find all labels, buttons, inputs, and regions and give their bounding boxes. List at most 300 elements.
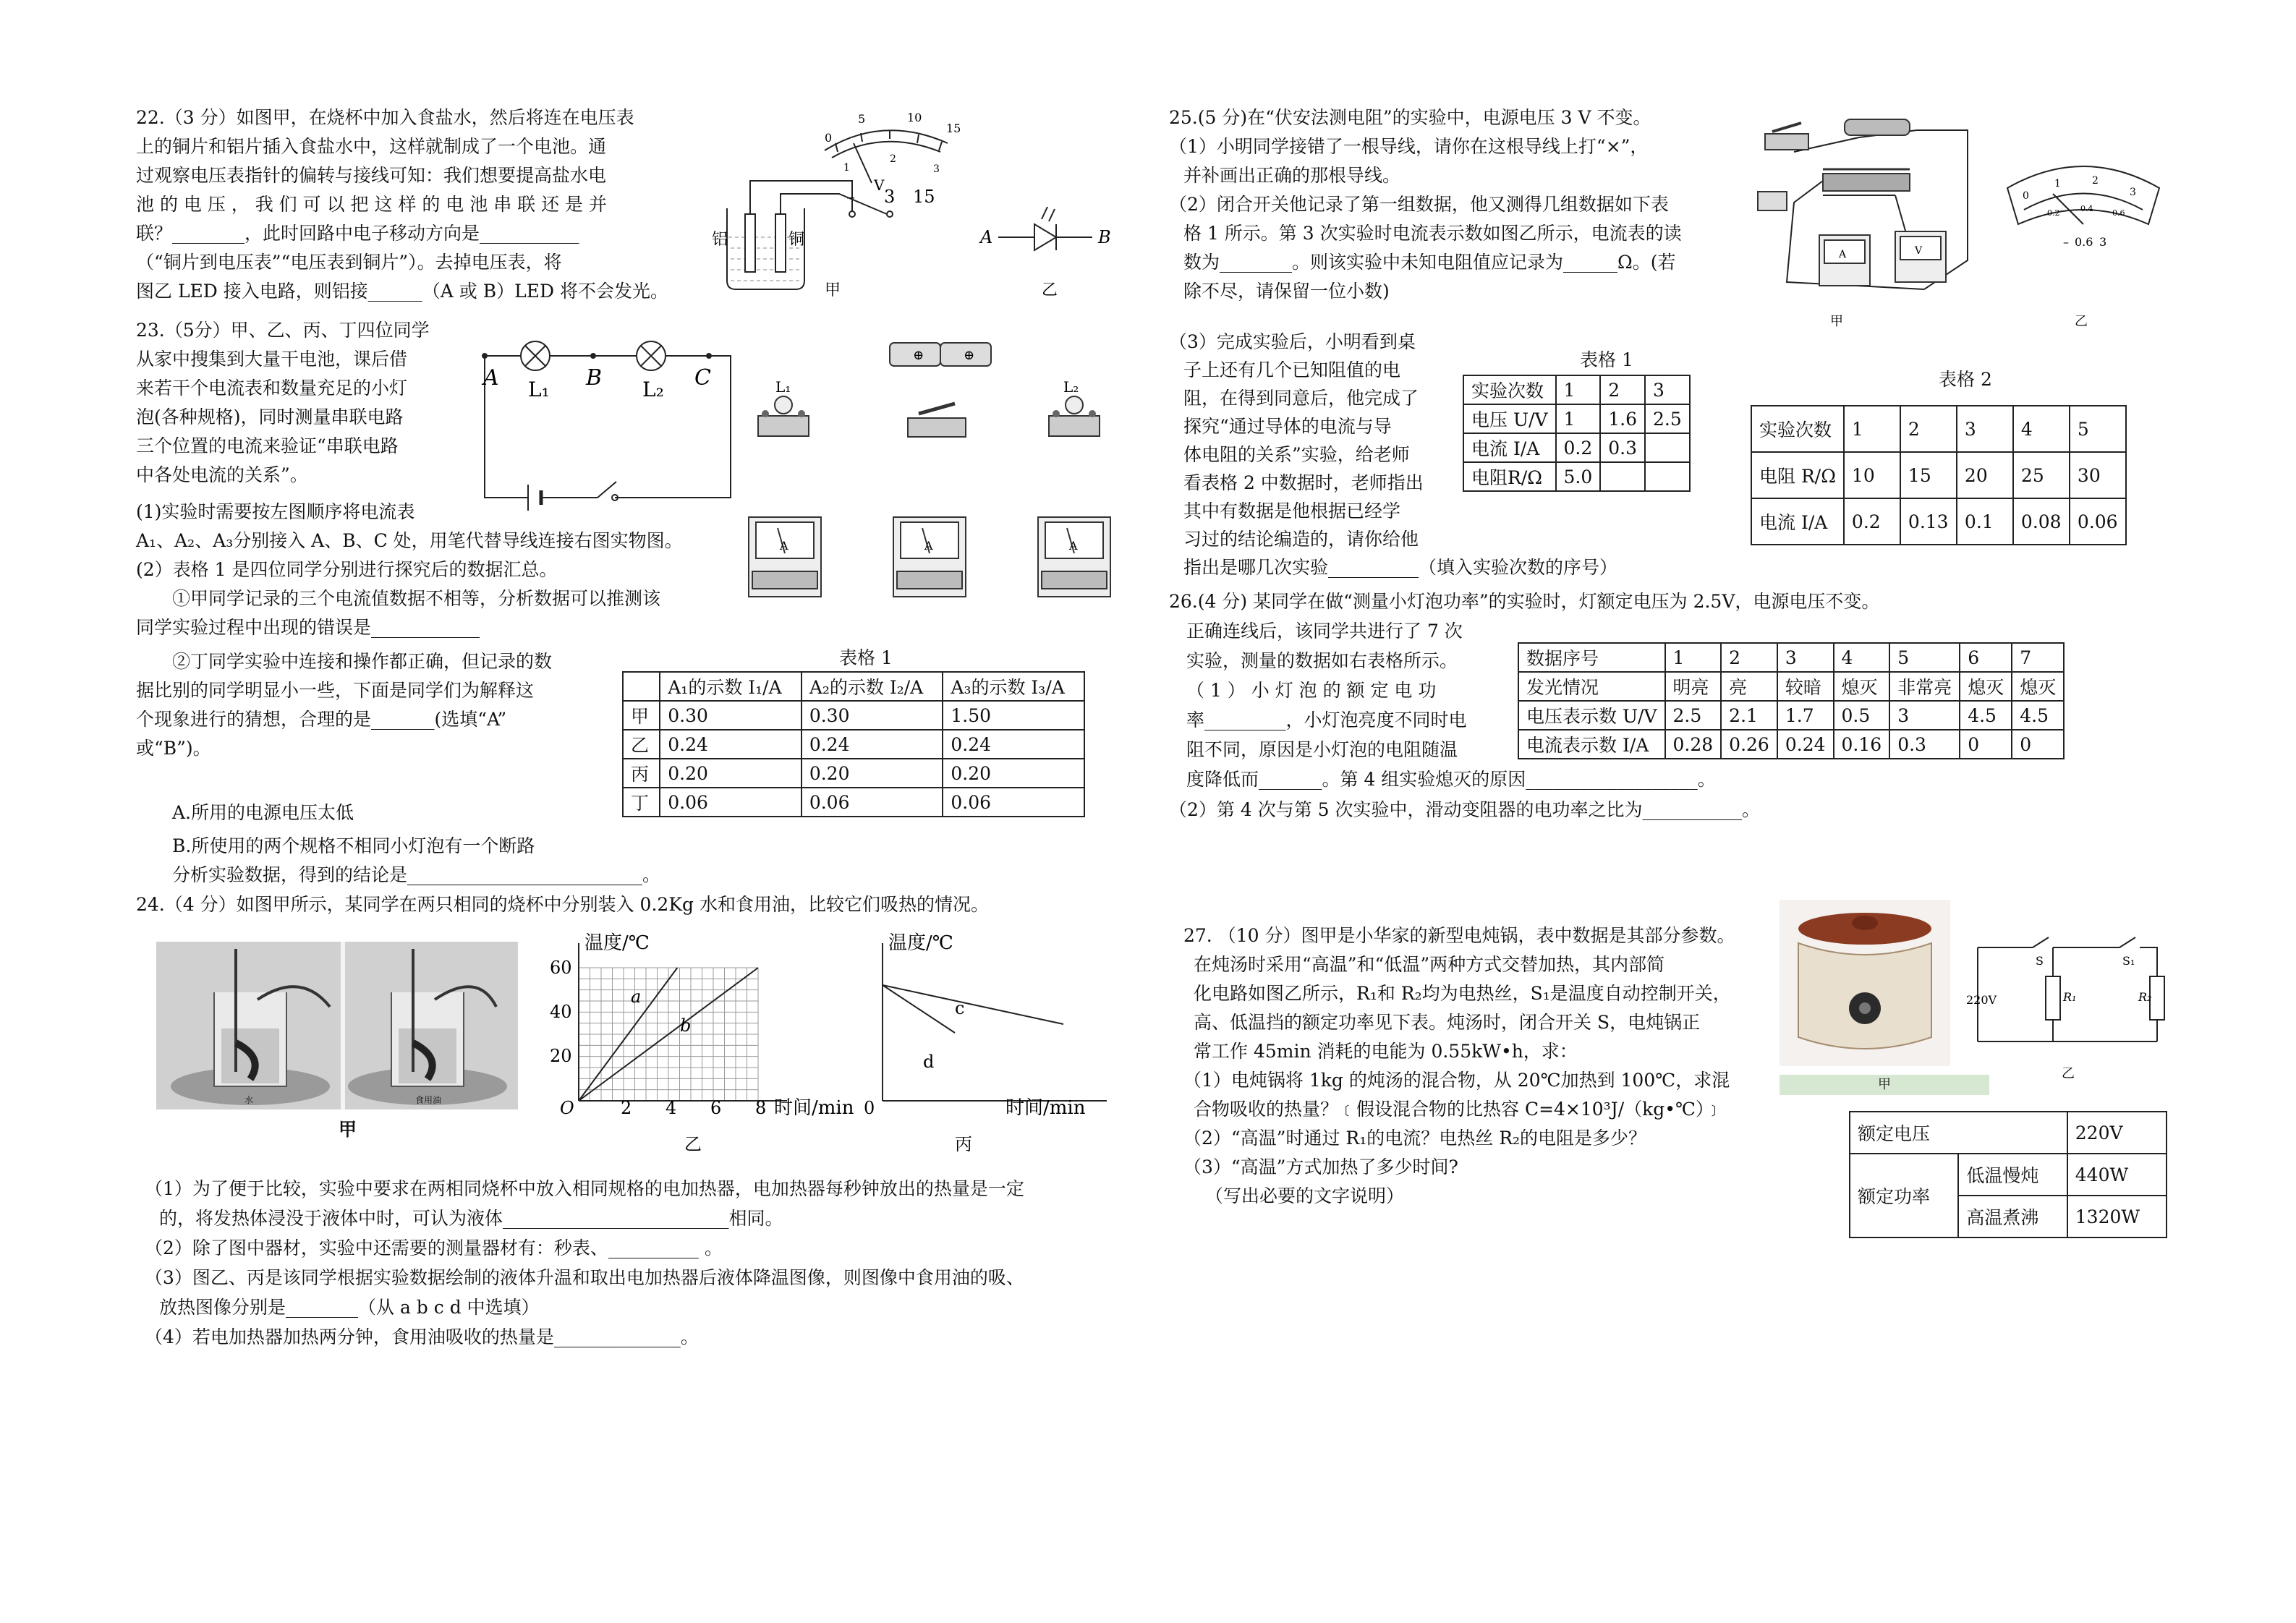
table-cell: 15	[1900, 452, 1957, 498]
chart-ylabel: 温度/℃	[888, 932, 953, 954]
q25-line: （2）闭合开关他记录了第一组数据，他又测得几组数据如下表	[1169, 194, 1669, 215]
q25-line: 体电阻的关系”实验，给老师	[1183, 444, 1410, 465]
series-label-d: d	[923, 1052, 935, 1072]
q24-line: 的，将发热体浸没于液体中时，可认为液体_________________________相同。	[159, 1208, 783, 1229]
q25-line: 阻，在得到同意后，他完成了	[1183, 388, 1419, 409]
chart-title: 丙	[955, 1134, 972, 1154]
q23-sub2	[136, 555, 660, 642]
table-cell: 0.26	[1721, 730, 1777, 759]
terminal-label: 15	[913, 187, 935, 207]
q25-line: 并补画出正确的那根导线。	[1183, 165, 1401, 186]
table-cell: 2	[1900, 406, 1957, 452]
table-cell: 7	[2012, 643, 2064, 672]
q25-line: 子上还有几个已知阻值的电	[1183, 359, 1401, 380]
table-row	[1463, 404, 1690, 433]
svg-text:R₂: R₂	[2138, 990, 2152, 1004]
q26-line-2: （2）第 4 次与第 5 次实验中，滑动变阻器的电功率之比为___________。	[1169, 799, 1761, 820]
circuit-label-b: B	[586, 365, 603, 391]
table-row	[1751, 498, 2126, 545]
q22-line: 上的铜片和铝片插入食盐水中，这样就制成了一个电池。通	[136, 136, 607, 157]
table-cell: 0.30	[660, 701, 802, 730]
ammeter-1-icon	[749, 517, 821, 597]
svg-text:220V: 220V	[1966, 993, 1997, 1007]
svg-text:⊕: ⊕	[964, 348, 975, 363]
q22-line: 联？________，此时回路中电子移动方向是___________	[136, 223, 579, 244]
q25-line: 看表格 2 中数据时，老师指出	[1183, 472, 1424, 493]
q23-line: 同学实验过程中出现的错误是____________	[136, 617, 480, 638]
q23-component-photos	[745, 333, 1136, 608]
meter-sub-tick: 0.4	[2080, 204, 2093, 213]
q27-text	[1183, 921, 1735, 1211]
figure-caption: 甲	[1878, 1077, 1891, 1092]
ammeter-letter: A	[1069, 539, 1078, 553]
table-cell: 电压表示数 U/V	[1518, 701, 1665, 730]
terminal-label: –	[846, 187, 855, 207]
knife-switch-icon	[908, 404, 966, 437]
rheostat-part-icon	[1823, 169, 1910, 191]
q25-line: 指出是哪几次实验__________（填入实验次数的序号）	[1183, 557, 1618, 578]
figure-caption: 甲	[1830, 314, 1843, 329]
q26-line: （ 1 ） 小 灯 泡 的 额 定 电 功	[1186, 680, 1437, 701]
q27-line: 化电路如图乙所示，R₁和 R₂均为电热丝，S₁是温度自动控制开关，	[1194, 983, 1731, 1004]
meter-sub-tick: 1	[843, 162, 850, 174]
table-cell: 0.2	[1844, 498, 1900, 545]
ammeter-letter: A	[924, 539, 933, 553]
table-cell: 0.28	[1665, 730, 1722, 759]
table-cell: 较暗	[1777, 672, 1834, 701]
q23-text	[136, 316, 430, 490]
table-cell: 1320W	[2067, 1196, 2167, 1238]
q27-cooker-photo	[1780, 900, 1950, 1066]
meter-sub-tick: 0.2	[2047, 208, 2060, 218]
table-cell: 0.3	[1889, 730, 1960, 759]
series-label-b: b	[680, 1015, 692, 1036]
copper-plate	[775, 214, 786, 272]
q25-table1	[1463, 375, 1691, 492]
meter-sub-tick: 2	[890, 153, 896, 165]
q24-line: 放热图像分别是________（从 a b c d 中选填）	[159, 1297, 540, 1318]
table-cell: 5	[2070, 406, 2126, 452]
meter-tick: 1	[2054, 178, 2061, 189]
table-row	[1463, 375, 1690, 404]
q27-line: 高、低温挡的额定功率见下表。炖汤时，闭合开关 S，电炖锅正	[1194, 1012, 1701, 1033]
table-row	[1850, 1154, 2167, 1196]
table-cell: 实验次数	[1751, 406, 1844, 452]
table-cell: 0.16	[1834, 730, 1890, 759]
terminal-label: 0.6	[2075, 235, 2093, 249]
table-cell: 1	[1665, 643, 1722, 672]
ammeter-2-icon	[893, 517, 966, 597]
table-cell: 0.2	[1556, 433, 1601, 462]
table-row	[1518, 643, 2064, 672]
meter-tick: 2	[2092, 175, 2099, 187]
part-label-l2: L₂	[1063, 378, 1079, 396]
q27-line: （2）“高温”时通过 R₁的电流？电热丝 R₂的电阻是多少？	[1183, 1128, 1647, 1149]
table-cell: 电阻 R/Ω	[1751, 452, 1844, 498]
q23-line: ②丁同学实验中连接和操作都正确，但记录的数	[172, 651, 553, 672]
table-cell: 电流表示数 I/A	[1518, 730, 1665, 759]
q23-line: 来若干个电流表和数量充足的小灯	[136, 378, 408, 399]
led-icon	[1034, 224, 1056, 250]
table-cell: 1.6	[1600, 404, 1645, 433]
table-row	[623, 730, 1084, 759]
q25-line: 其中有数据是他根据已经学	[1183, 500, 1401, 521]
switch-s-icon	[2033, 937, 2049, 947]
q24-line: （3）图乙、丙是该同学根据实验数据绘制的液体升温和取出电加热器后液体降温图像，则图像中食用油的吸、	[145, 1267, 1024, 1288]
table-cell: 2.5	[1645, 404, 1690, 433]
table-cell: 2.5	[1665, 701, 1722, 730]
table-cell: 2	[1721, 643, 1777, 672]
q22-figure	[712, 100, 1121, 302]
meter-letter: V	[874, 176, 885, 194]
q27-cooker-caption-bar	[1780, 1075, 1989, 1095]
table-row	[1518, 701, 2064, 730]
q23-circuit-diagram	[477, 333, 745, 506]
switch-s1-icon	[2119, 937, 2135, 947]
q23-sub3b	[136, 676, 534, 763]
q25-table2	[1751, 405, 2127, 545]
table-cell: 电流 I/A	[1751, 498, 1844, 545]
voltmeter-part-icon	[1895, 231, 1946, 282]
svg-text:V: V	[1915, 245, 1923, 257]
table-cell: 0.08	[2013, 498, 2070, 545]
q23-line: (1)实验时需要按左图顺序将电流表	[136, 501, 415, 522]
table-cell: 0.5	[1834, 701, 1890, 730]
figure-caption: 甲	[825, 281, 841, 299]
resistor-r1-icon	[2046, 976, 2060, 1020]
table-cell: 6	[1960, 643, 2012, 672]
table-cell: 0.06	[660, 788, 802, 817]
table-cell: 0.13	[1900, 498, 1957, 545]
q24-photo-caption: 甲	[339, 1119, 357, 1140]
ammeter-part-icon	[1819, 235, 1870, 286]
table-row	[1463, 433, 1690, 462]
chart-xlabel: 时间/min	[774, 1097, 854, 1119]
bulb-holder-l2-icon	[1049, 396, 1100, 436]
table-cell: 3	[1777, 643, 1834, 672]
q23-option-b: B.所使用的两个规格不相同小灯泡有一个断路	[172, 835, 535, 856]
chart-ylabel: 温度/℃	[584, 932, 650, 954]
q27-line: （3）“高温”方式加热了多少时间?	[1183, 1156, 1458, 1177]
table-cell: 0.20	[660, 759, 802, 788]
q25-figure	[1751, 116, 2185, 333]
q26-line: 实验，测量的数据如右表格所示。	[1186, 650, 1458, 671]
table-cell: 熄灭	[1834, 672, 1890, 701]
table-row	[1518, 730, 2064, 759]
table-cell: 甲	[623, 701, 660, 730]
table-cell: A₁的示数 I₁/A	[660, 672, 802, 701]
q25-line: （1）小明同学接错了一根导线，请你在这根导线上打“×”，	[1169, 136, 1649, 157]
table-cell: 熄灭	[2012, 672, 2064, 701]
copper-label: 铜	[788, 231, 805, 249]
svg-text:R₁: R₁	[2063, 990, 2077, 1004]
table-cell: 额定功率	[1850, 1154, 1958, 1238]
aluminum-label: 铝	[712, 231, 728, 249]
q24-line: （2）除了图中器材，实验中还需要的测量器材有：秒表、__________ 。	[145, 1238, 723, 1258]
series-label-a: a	[631, 987, 642, 1007]
q27-spec-table	[1849, 1111, 2167, 1238]
meter-tick: 15	[946, 122, 961, 135]
q22-line: 图乙 LED 接入电路，则铝接______（A 或 B）LED 将不会发光。	[136, 281, 668, 302]
q23-line: 据比别的同学明显小一些，下面是同学们为解释这	[136, 680, 535, 701]
chart-title: 乙	[684, 1134, 702, 1154]
q24-chart-yi	[550, 933, 854, 1157]
q23-line: 三个位置的电流来验证“串联电路	[136, 435, 399, 456]
resistor-r2-icon	[2150, 976, 2164, 1020]
battery-part-icon	[1758, 192, 1787, 210]
table-cell: 低温慢炖	[1958, 1154, 2067, 1196]
table-cell: A₂的示数 I₂/A	[802, 672, 943, 701]
meter-tick: 0	[2023, 190, 2029, 202]
table-cell: 电阻R/Ω	[1463, 462, 1556, 491]
table-cell: A₃的示数 I₃/A	[943, 672, 1084, 701]
svg-text:S: S	[2036, 954, 2044, 968]
bulb-holder-l1-icon	[758, 396, 809, 436]
q26-table	[1518, 642, 2065, 759]
q23-line: 从家中搜集到大量干电池，课后借	[136, 349, 408, 370]
q27-line: 27. （10 分）图甲是小华家的新型电炖锅，表中数据是其部分参数。	[1183, 925, 1735, 946]
q25-line: 25.(5 分)在“伏安法测电阻”的实验中，电源电压 3 V 不变。	[1169, 107, 1651, 128]
q23-sub1	[136, 498, 683, 555]
table-cell: 4	[2013, 406, 2070, 452]
led-terminal-b: B	[1098, 227, 1111, 247]
table-cell: 3	[1957, 406, 2013, 452]
battery-pack-icon	[890, 343, 991, 366]
table-cell: 1	[1844, 406, 1900, 452]
slow-cooker-icon	[1780, 900, 1950, 1066]
table-cell: 0.24	[802, 730, 943, 759]
table-cell: 4	[1834, 643, 1890, 672]
q24-line: （1）为了便于比较，实验中要求在两相同烧杯中放入相同规格的电加热器，电加热器每秒钟放出的热量是一定	[145, 1178, 1024, 1199]
table-cell: 30	[2070, 452, 2126, 498]
table-cell: 0.06	[802, 788, 943, 817]
table-cell: 熄灭	[1960, 672, 2012, 701]
table-cell: 明亮	[1665, 672, 1722, 701]
bulb-l2-icon	[637, 341, 666, 370]
q24-questions	[145, 1174, 1024, 1352]
table-cell: 电流 I/A	[1463, 433, 1556, 462]
table-cell: 10	[1844, 452, 1900, 498]
bulb-l1-icon	[521, 341, 550, 370]
table-cell	[623, 672, 660, 701]
ammeter-dial-icon	[2007, 166, 2159, 224]
table-cell: 数据序号	[1518, 643, 1665, 672]
beaker-icon	[727, 208, 804, 289]
terminal-label: 3	[2099, 235, 2107, 249]
q23-line: 或“B”)。	[136, 738, 211, 759]
table-row	[623, 788, 1084, 817]
q25-line: 除不尽，请保留一位小数)	[1183, 281, 1390, 302]
q23-line: 中各处电流的关系”。	[136, 464, 308, 485]
table-cell: 电压 U/V	[1463, 404, 1556, 433]
resistor-part-icon	[1845, 119, 1910, 135]
meter-tick: 0	[825, 131, 833, 145]
ammeter-3-icon	[1038, 517, 1110, 597]
aluminum-plate	[745, 214, 755, 272]
q25-text-a	[1169, 103, 1682, 306]
q26-line: 阻不同，原因是小灯泡的电阻随温	[1186, 739, 1458, 760]
terminal-label: –	[2063, 235, 2069, 249]
table-cell: 4.5	[1960, 701, 2012, 730]
q23-line: 个现象进行的猜想，合理的是_______(选填“A”	[136, 709, 507, 730]
table-cell: 0.06	[2070, 498, 2126, 545]
chart-origin: 0	[864, 1098, 875, 1118]
q26-line: 正确连线后，该同学共进行了 7 次	[1186, 621, 1463, 642]
q27-line: 合物吸收的热量？﹝假设混合物的比热容 C=4×10³J/（kg•℃）﹞	[1194, 1099, 1723, 1120]
table-cell: 4.5	[2012, 701, 2064, 730]
table-cell	[1645, 462, 1690, 491]
q24-chart-bing	[854, 933, 1128, 1157]
table-cell: 丙	[623, 759, 660, 788]
q23-option-a: A.所用的电源电压太低	[172, 802, 354, 823]
q27-line: （写出必要的文字说明）	[1205, 1185, 1405, 1206]
table-row	[1518, 672, 2064, 701]
table-cell: 高温煮沸	[1958, 1196, 2067, 1238]
table-cell: 3	[1645, 375, 1690, 404]
table-cell: 2.1	[1721, 701, 1777, 730]
meter-tick: 5	[858, 112, 866, 126]
meter-tick: 10	[907, 111, 922, 124]
table-cell: 0.30	[802, 701, 943, 730]
q22-line: 过观察电压表指针的偏转与接线可知：我们想要提高盐水电	[136, 165, 607, 186]
table-cell: 0.1	[1957, 498, 2013, 545]
q25-line: 探究“通过导体的电流与导	[1183, 416, 1392, 437]
table-cell: 0.24	[943, 730, 1084, 759]
q26-line: 度降低而_______。第 4 组实验熄灭的原因___________________。	[1186, 769, 1716, 790]
voltmeter-needle	[854, 143, 872, 183]
table-row	[1463, 462, 1690, 491]
table-cell: 20	[1957, 452, 2013, 498]
q22-line: （“铜片到电压表”“电压表到铜片”）。去掉电压表，将	[136, 252, 562, 273]
table-cell: 乙	[623, 730, 660, 759]
table-cell: 1	[1556, 404, 1601, 433]
series-label-c: c	[955, 998, 965, 1018]
q26-line: 率_________，小灯泡亮度不同时电	[1186, 710, 1467, 730]
chart-tick-label: 2	[621, 1098, 632, 1118]
table-row	[623, 701, 1084, 730]
q24-line: （4）若电加热器加热两分钟，食用油吸收的热量是______________。	[145, 1326, 699, 1347]
q22-line: 22.（3 分）如图甲，在烧杯中加入食盐水，然后将连在电压表	[136, 107, 634, 128]
terminal-label: 3	[884, 187, 896, 207]
table-cell: 2	[1600, 375, 1645, 404]
q23-line: A₁、A₂、A₃分别接入 A、B、C 处，用笔代替导线连接右图实物图。	[136, 530, 683, 551]
ammeter-letter: A	[780, 539, 788, 553]
figure-caption: 乙	[2075, 314, 2088, 329]
table-row	[623, 672, 1084, 701]
table-cell: 非常亮	[1889, 672, 1960, 701]
meter-tick: 3	[2130, 187, 2136, 198]
svg-text:A: A	[1839, 249, 1847, 260]
q23-line: ①甲同学记录的三个电流值数据不相等，分析数据可以推测该	[172, 588, 661, 609]
meter-sub-tick: 3	[933, 163, 940, 175]
svg-text:⊕: ⊕	[913, 348, 924, 363]
q23-line: 23.（5分）甲、乙、丙、丁四位同学	[136, 320, 430, 341]
q27-line: 在炖汤时采用“高温”和“低温”两种方式交替加热，其内部简	[1194, 954, 1665, 975]
q27-circuit-diagram	[1968, 933, 2170, 1085]
chart-tick-label: 60	[550, 958, 572, 978]
q26-head: 26.(4 分) 某同学在做“测量小灯泡功率”的实验时，灯额定电压为 2.5V，电源电压不变。	[1169, 591, 1880, 612]
q25-line: 数为________。则该实验中未知电阻值应记录为______Ω。(若	[1183, 252, 1676, 273]
svg-text:S₁: S₁	[2122, 954, 2135, 968]
q25-table2-title: 表格 2	[1939, 369, 1992, 390]
table-cell: 0.06	[943, 788, 1084, 817]
svg-text:乙: 乙	[2062, 1066, 2075, 1081]
table-cell: 440W	[2067, 1154, 2167, 1196]
figure-caption: 乙	[1042, 281, 1058, 299]
led-terminal-a: A	[980, 227, 993, 247]
table-cell: 丁	[623, 788, 660, 817]
chart-origin: O	[560, 1098, 574, 1118]
q22-text	[136, 103, 668, 306]
q23-sub3	[172, 647, 552, 676]
photo-label-oil: 食用油	[415, 1095, 442, 1105]
q25-line: 习过的结论编造的，请你给他	[1183, 529, 1419, 550]
circuit-label-l1: L₁	[528, 378, 550, 401]
beaker-photo-icon	[156, 942, 518, 1109]
circuit-label-c: C	[694, 365, 711, 391]
table-row	[1850, 1112, 2167, 1154]
table-cell: 亮	[1721, 672, 1777, 701]
chart-tick-label: 40	[550, 1002, 572, 1022]
circuit-label-a: A	[483, 365, 499, 391]
q23-line: 泡(各种规格)，同时测量串联电路	[136, 406, 404, 427]
q25-line: 格 1 所示。第 3 次实验时电流表示数如图乙所示，电流表的读	[1183, 223, 1682, 244]
table-row	[623, 759, 1084, 788]
q25-line: （3）完成实验后，小明看到桌	[1169, 331, 1416, 352]
q25-table1-title: 表格 1	[1580, 349, 1633, 370]
table-cell: 3	[1889, 701, 1960, 730]
q27-line: 常工作 45min 消耗的电能为 0.55kW•h，求：	[1194, 1041, 1578, 1062]
chart-tick-label: 4	[666, 1098, 677, 1118]
series-line-c	[883, 985, 1063, 1024]
q22-line: 池 的 电 压 ， 我 们 可 以 把 这 样 的 电 池 串 联 还 是 并	[136, 194, 607, 215]
q24-head: 24.（4 分）如图甲所示，某同学在两只相同的烧杯中分别装入 0.2Kg 水和食用油，比较它们吸热的情况。	[136, 894, 989, 915]
q23-conclusion: 分析实验数据，得到的结论是__________________________。	[172, 864, 661, 885]
table-cell: 0.20	[802, 759, 943, 788]
table-cell: 5	[1889, 643, 1960, 672]
switch-part-icon	[1765, 123, 1808, 150]
q24-beaker-photo	[156, 942, 518, 1109]
chart-tick-label: 6	[710, 1098, 722, 1118]
table-cell: 5.0	[1556, 462, 1601, 491]
table-row	[1751, 452, 2126, 498]
q27-line: （1）电炖锅将 1kg 的炖汤的混合物，从 20℃加热到 100℃，求混	[1183, 1070, 1730, 1091]
table-cell: 25	[2013, 452, 2070, 498]
table-cell: 0.3	[1600, 433, 1645, 462]
table-cell: 1	[1556, 375, 1601, 404]
meter-sub-tick: 0.6	[2112, 208, 2125, 218]
table-cell: 1.7	[1777, 701, 1834, 730]
table-cell	[1645, 433, 1690, 462]
switch-icon	[598, 482, 618, 500]
table-cell: 0.20	[943, 759, 1084, 788]
q23-table-title: 表格 1	[839, 647, 893, 668]
table-cell: 1.50	[943, 701, 1084, 730]
q23-table	[622, 671, 1085, 817]
table-cell: 0.24	[660, 730, 802, 759]
table-row	[1751, 406, 2126, 452]
chart-tick-label: 8	[755, 1098, 767, 1118]
table-cell: 发光情况	[1518, 672, 1665, 701]
photo-label-water: 水	[245, 1095, 254, 1105]
circuit-label-l2: L₂	[642, 378, 664, 401]
chart-xlabel: 时间/min	[1005, 1097, 1086, 1119]
table-cell: 0	[1960, 730, 2012, 759]
q23-line: (2）表格 1 是四位同学分别进行探究后的数据汇总。	[136, 559, 558, 580]
table-cell	[1600, 462, 1645, 491]
chart-tick-label: 20	[550, 1046, 572, 1066]
table-cell: 额定电压	[1850, 1112, 2067, 1154]
